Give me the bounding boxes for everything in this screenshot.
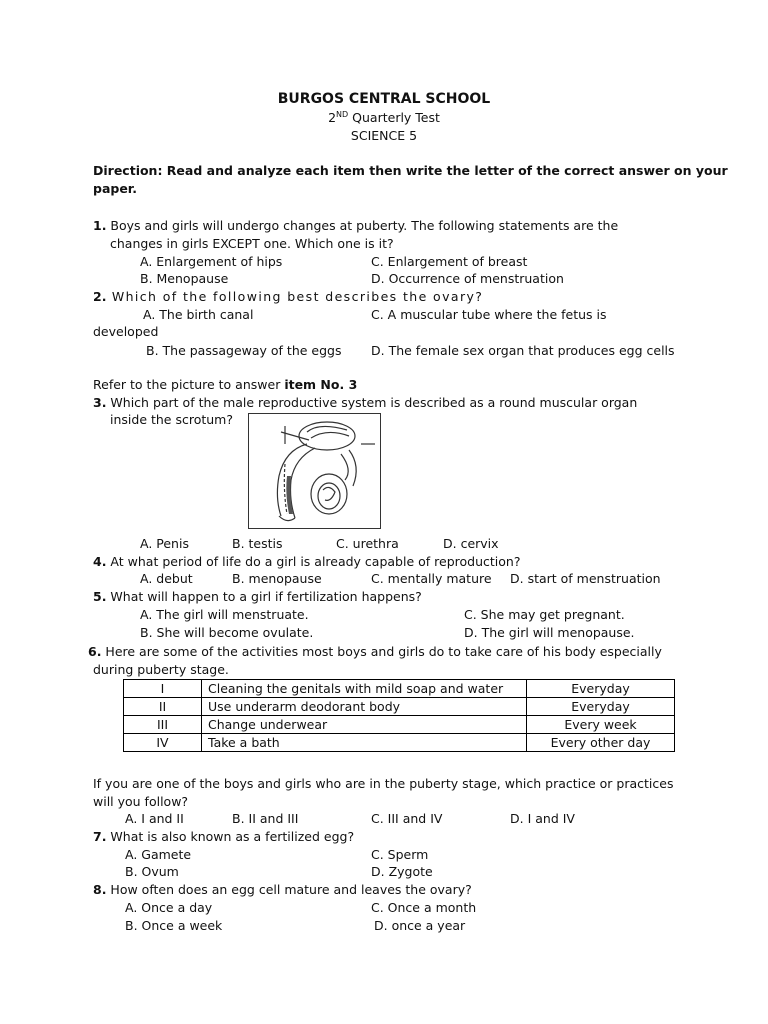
question-1: 1. Boys and girls will undergo changes at puberty. The following statements are the	[93, 218, 619, 233]
question-7: 7. What is also known as a fertilized egg?	[93, 829, 355, 844]
activities-table	[123, 679, 675, 752]
q5-option-b: B. She will become ovulate.	[140, 625, 314, 640]
q3-option-c: C. urethra	[336, 536, 399, 551]
question-3-cont: inside the scrotum?	[110, 412, 233, 427]
table-row	[124, 716, 675, 734]
question-2: 2. Which of the following best describes the ovary?	[93, 289, 484, 304]
q6-option-c: C. III and IV	[371, 811, 443, 826]
row-number: IV	[124, 734, 202, 752]
row-frequency: Every week	[527, 716, 675, 734]
subject-title: SCIENCE 5	[350, 128, 418, 143]
q4-option-c: C. mentally mature	[371, 571, 492, 586]
q6-option-a: A. I and II	[125, 811, 184, 826]
q8-option-d: D. once a year	[374, 918, 466, 933]
q3-option-d: D. cervix	[443, 536, 499, 551]
question-3: 3. Which part of the male reproductive system is described as a round muscular organ	[93, 395, 638, 410]
q6-follow-up: If you are one of the boys and girls who are in the puberty stage, which practice or practices	[93, 776, 674, 791]
row-activity: Take a bath	[202, 734, 527, 752]
q8-option-a: A. Once a day	[125, 900, 213, 915]
row-number: III	[124, 716, 202, 734]
question-8: 8. How often does an egg cell mature and leaves the ovary?	[93, 882, 472, 897]
q4-option-a: A. debut	[140, 571, 193, 586]
q2-option-d: D. The female sex organ that produces egg cells	[371, 343, 675, 358]
question-5: 5. What will happen to a girl if fertilization happens?	[93, 589, 422, 604]
q6-option-d: D. I and IV	[510, 811, 575, 826]
question-6: 6. Here are some of the activities most boys and girls do to take care of his body especially	[88, 644, 662, 659]
table-row	[124, 680, 675, 698]
q2-option-b: B. The passageway of the eggs	[146, 343, 342, 358]
q2-option-c: C. A muscular tube where the fetus is	[371, 307, 607, 322]
q6-follow-up-cont: will you follow?	[93, 794, 189, 809]
male-reproductive-diagram	[249, 414, 380, 528]
male-reproductive-system-figure	[248, 413, 381, 529]
q1-option-b: B. Menopause	[140, 271, 229, 286]
q5-option-d: D. The girl will menopause.	[464, 625, 635, 640]
row-frequency: Everyday	[527, 680, 675, 698]
q5-option-c: C. She may get pregnant.	[464, 607, 625, 622]
q4-option-b: B. menopause	[232, 571, 322, 586]
q4-option-d: D. start of menstruation	[510, 571, 661, 586]
q6-option-b: B. II and III	[232, 811, 299, 826]
refer-note: Refer to the picture to answer item No. 3	[93, 377, 358, 392]
table-row	[124, 698, 675, 716]
row-frequency: Every other day	[527, 734, 675, 752]
q3-option-b: B. testis	[232, 536, 283, 551]
test-title: 2ND Quarterly Test	[328, 109, 440, 125]
row-activity: Change underwear	[202, 716, 527, 734]
row-number: II	[124, 698, 202, 716]
direction-line-2: paper.	[93, 181, 137, 196]
q8-option-c: C. Once a month	[371, 900, 477, 915]
q1-option-c: C. Enlargement of breast	[371, 254, 528, 269]
q1-option-d: D. Occurrence of menstruation	[371, 271, 564, 286]
row-frequency: Everyday	[527, 698, 675, 716]
q8-option-b: B. Once a week	[125, 918, 223, 933]
q7-option-d: D. Zygote	[371, 864, 433, 879]
direction-line-1: Direction: Read and analyze each item then write the letter of the correct answer on your	[93, 163, 728, 178]
q2-option-c-cont: developed	[93, 324, 159, 339]
q5-option-a: A. The girl will menstruate.	[140, 607, 309, 622]
q1-option-a: A. Enlargement of hips	[140, 254, 283, 269]
q3-option-a: A. Penis	[140, 536, 189, 551]
row-activity: Cleaning the genitals with mild soap and water	[202, 680, 527, 698]
question-1-cont: changes in girls EXCEPT one. Which one is it?	[110, 236, 394, 251]
table-row	[124, 734, 675, 752]
q7-option-c: C. Sperm	[371, 847, 429, 862]
q7-option-b: B. Ovum	[125, 864, 179, 879]
q2-option-a: A. The birth canal	[143, 307, 254, 322]
question-4: 4. At what period of life do a girl is already capable of reproduction?	[93, 554, 521, 569]
row-number: I	[124, 680, 202, 698]
question-6-cont: during puberty stage.	[93, 662, 229, 677]
row-activity: Use underarm deodorant body	[202, 698, 527, 716]
q7-option-a: A. Gamete	[125, 847, 192, 862]
school-name: BURGOS CENTRAL SCHOOL	[277, 91, 491, 107]
